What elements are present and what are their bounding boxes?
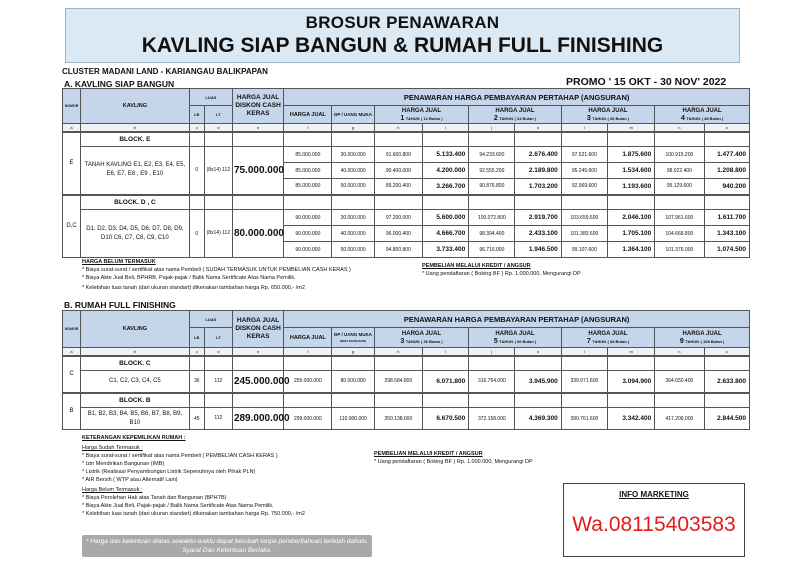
down-payment: 40.000.000	[332, 226, 374, 242]
note-item: * Listrik (Realisasi Penyambungan Listrik Sepenuhnya oleh Pihak PLN)	[82, 469, 256, 475]
column-letter: h	[374, 348, 422, 356]
down-payment: 30.000.000	[332, 147, 374, 163]
empty-cell	[704, 356, 750, 371]
column-letter: o	[704, 348, 750, 356]
cash-price: 289.000.000	[232, 408, 283, 430]
column-letter: f	[284, 348, 332, 356]
monthly-installment: 2.919.700	[515, 210, 561, 226]
belum-title: Harga Belum Termasuk :	[82, 487, 143, 493]
note-item: * Biaya Perolehan Hak atas Tanah dan Bangunan (BPHTB)	[82, 495, 227, 501]
total-price: 90.400.000	[374, 163, 422, 179]
luas-bangunan: 0	[189, 210, 204, 258]
empty-cell	[655, 393, 704, 408]
marketing-box	[563, 483, 745, 557]
column-letter: i	[422, 124, 468, 132]
col-term-3	[374, 328, 469, 348]
col-kavling: KAVLING	[81, 89, 190, 124]
empty-cell	[189, 132, 204, 147]
disclaimer-banner: * Harga dan ketentuan diatas sewaktu-waktu dapat berubah tanpa pemberitahuan terlebih dahulu. Syarat Dan Ketentuan Berlaku.	[82, 535, 372, 557]
note-item: * Biaya surat-surat / sertifikat atas nama Pembeli ( SUDAH TERMASUK UNTUK PEMBELIAN CASH KERAS )	[82, 267, 351, 273]
ket-title: KETERANGAN KEPEMILIKAN RUMAH :	[82, 435, 186, 441]
column-letter: l	[561, 124, 607, 132]
luas-tanah: 112	[204, 371, 232, 393]
down-payment: 110.000.000	[332, 408, 374, 430]
kavling-list: B1, B2, B3, B4, B5, B6, B7, B8, B9, B10	[81, 408, 190, 430]
total-price: 96.716.000	[469, 242, 515, 258]
monthly-installment: 1.193.600	[607, 179, 654, 195]
empty-cell	[422, 195, 468, 210]
block-nomor: E	[63, 132, 81, 195]
monthly-installment: 3.945.900	[515, 371, 561, 393]
term-duration	[470, 338, 560, 346]
column-letter: a	[63, 124, 81, 132]
term-duration	[376, 115, 468, 123]
luas-bangunan: 45	[189, 408, 204, 430]
total-price: 390.761.600	[561, 408, 607, 430]
term-tahun: TAHUN	[592, 338, 606, 344]
column-letter: g	[332, 124, 374, 132]
empty-cell	[655, 132, 704, 147]
harga-jual: 255.000.000	[284, 371, 332, 393]
down-payment: 50.000.000	[332, 179, 374, 195]
monthly-installment: 2.433.100	[515, 226, 561, 242]
empty-cell	[332, 356, 374, 371]
column-letter: k	[515, 124, 561, 132]
empty-cell	[204, 195, 232, 210]
empty-cell	[515, 195, 561, 210]
column-letter: d	[204, 124, 232, 132]
empty-cell	[374, 132, 422, 147]
column-letter: g	[332, 348, 374, 356]
col-luas: LUAS	[189, 311, 232, 328]
term-months: ( 12 Bulan )	[421, 115, 443, 121]
column-letter: c	[189, 124, 204, 132]
total-price: 100.072.800	[469, 210, 515, 226]
col-lt: LT	[204, 106, 232, 124]
term-months: ( 36 Bulan )	[421, 338, 443, 344]
term-duration	[376, 338, 468, 346]
section-b-notes	[82, 434, 382, 518]
col-dp	[332, 106, 374, 124]
col-harga-jual: HARGA JUAL	[284, 106, 332, 124]
col-term-2	[469, 106, 562, 124]
monthly-installment: 1.477.400	[704, 147, 750, 163]
table-row	[63, 210, 750, 226]
luas-tanah: (8x14) 112	[204, 147, 232, 195]
total-price: 94.233.600	[469, 147, 515, 163]
term-tahun: TAHUN	[592, 115, 606, 121]
note-item: * Izin Mendirikan Bangunan (IMB)	[82, 461, 165, 467]
rumah-price-table	[62, 310, 750, 430]
column-letter: b	[81, 124, 190, 132]
section-b-title: B. RUMAH FULL FINISHING	[64, 300, 176, 310]
empty-cell	[655, 195, 704, 210]
total-price: 104.668.800	[655, 226, 704, 242]
monthly-installment: 2.189.800	[515, 163, 561, 179]
section-a-notes	[82, 258, 351, 292]
col-term-9	[655, 328, 750, 348]
monthly-installment: 4.666.700	[422, 226, 468, 242]
block-header-row	[63, 393, 750, 408]
term-harga-label: HARGA JUAL	[588, 330, 628, 337]
total-price: 101.376.000	[655, 242, 704, 258]
term-months: ( 24 Bulan )	[514, 115, 537, 121]
monthly-installment: 1.534.600	[607, 163, 654, 179]
empty-cell	[607, 195, 654, 210]
table-row	[63, 371, 750, 393]
empty-cell	[284, 195, 332, 210]
block-name: BLOCK. D , C	[81, 195, 190, 210]
term-years: 2	[493, 114, 498, 122]
col-penawaran: PENAWARAN HARGA PEMBAYARAN PERTAHAP (ANGSURAN)	[284, 89, 750, 106]
monthly-installment: 5.133.400	[422, 147, 468, 163]
col-term-1	[374, 106, 469, 124]
harga-jual: 90.000.000	[284, 242, 332, 258]
luas-bangunan: 0	[189, 147, 204, 195]
column-letter: m	[607, 124, 654, 132]
cash-price: 245.000.000	[232, 371, 283, 393]
total-price: 364.650.400	[655, 371, 704, 393]
column-letter: m	[607, 348, 654, 356]
down-payment: 40.000.000	[332, 163, 374, 179]
term-harga-label: HARGA JUAL	[401, 107, 442, 114]
total-price: 92.969.600	[561, 179, 607, 195]
down-payment: 50.000.000	[332, 242, 374, 258]
empty-cell	[374, 195, 422, 210]
term-harga-label: HARGA JUAL	[682, 330, 722, 337]
empty-cell	[422, 356, 468, 371]
total-price: 103.659.600	[561, 210, 607, 226]
col-term-3	[561, 106, 655, 124]
term-harga-label: HARGA JUAL	[588, 107, 628, 114]
monthly-installment: 3.094.900	[607, 371, 654, 393]
column-letter: d	[204, 348, 232, 356]
marketing-phone: Wa.08115403583	[572, 513, 736, 536]
column-letter: k	[515, 348, 561, 356]
column-letter: a	[63, 348, 81, 356]
monthly-installment: 1.705.100	[607, 226, 654, 242]
note-item: * Biaya Akte Jual Beli, Pajak-pajak / Balik Nama Sertificate Atas Nama Pemilik.	[82, 503, 274, 509]
term-years: 5	[493, 337, 498, 345]
brochure-title-box	[65, 8, 740, 63]
col-nomor: NOMOR	[63, 89, 81, 124]
dp-label: DP / UANG MUKA	[334, 331, 373, 337]
col-nomor: NOMOR	[63, 311, 81, 348]
empty-cell	[515, 356, 561, 371]
empty-cell	[189, 356, 204, 371]
monthly-installment: 5.600.000	[422, 210, 468, 226]
total-price: 92.555.200	[469, 163, 515, 179]
monthly-installment: 6.670.500	[422, 408, 468, 430]
term-months: ( 108 Bulan )	[700, 338, 725, 344]
empty-cell	[332, 132, 374, 147]
monthly-installment: 3.733.400	[422, 242, 468, 258]
kredit-title: PEMBELIAN MELALUI KREDIT / ANGSUR	[422, 263, 531, 269]
note-item: * Biaya surat-surat / sertifikat atas nama Pembeli ( PEMBELIAN CASH KERAS )	[82, 453, 278, 459]
empty-cell	[189, 195, 204, 210]
cluster-name: CLUSTER MADANI LAND - KARIANGAU BALIKPAPAN	[62, 67, 268, 76]
col-term-4	[655, 106, 750, 124]
empty-cell	[204, 356, 232, 371]
monthly-installment: 4.369.300	[515, 408, 561, 430]
term-years: 1	[400, 114, 405, 122]
empty-cell	[515, 132, 561, 147]
term-years: 7	[586, 337, 591, 345]
col-term-5	[469, 328, 562, 348]
col-harga-jual: HARGA JUAL	[284, 328, 332, 348]
empty-cell	[469, 356, 515, 371]
block-header-row	[63, 356, 750, 371]
column-letter: j	[469, 124, 515, 132]
monthly-installment: 1.208.800	[704, 163, 750, 179]
total-price: 101.383.600	[561, 226, 607, 242]
total-price: 97.200.000	[374, 210, 422, 226]
dp-label: DP / UANG MUKA	[334, 111, 373, 117]
monthly-installment: 1.343.100	[704, 226, 750, 242]
term-years: 9	[679, 337, 684, 345]
empty-cell	[232, 393, 283, 408]
term-tahun: TAHUN	[499, 338, 513, 344]
section-a-title: A. KAVLING SIAP BANGUN	[64, 79, 175, 89]
total-price: 98.022.400	[655, 163, 704, 179]
total-price: 97.521.600	[561, 147, 607, 163]
kavling-list: D1, D2, D3, D4, D5, D6, D7, D8, D9, D10 C6, C7, C8, C9, C10	[81, 210, 190, 258]
total-price: 107.961.600	[655, 210, 704, 226]
sudah-title: Harga Sudah Termasuk :	[82, 445, 143, 451]
empty-cell	[561, 356, 607, 371]
term-months: ( 36 Bulan )	[607, 115, 630, 121]
empty-cell	[232, 356, 283, 371]
harga-jual: 85.000.000	[284, 179, 332, 195]
term-harga-label: HARGA JUAL	[401, 330, 442, 337]
monthly-installment: 4.200.000	[422, 163, 468, 179]
col-lt: LT	[204, 328, 232, 348]
total-price: 350.138.000	[374, 408, 422, 430]
title-line2: KAVLING SIAP BANGUN & RUMAH FULL FINISHING	[141, 34, 664, 57]
empty-cell	[204, 132, 232, 147]
harga-jual: 85.000.000	[284, 163, 332, 179]
term-duration	[470, 115, 560, 123]
term-years: 4	[681, 114, 685, 122]
cash-price: 80.000.000	[232, 210, 283, 258]
block-name: BLOCK. E	[81, 132, 190, 147]
empty-cell	[332, 393, 374, 408]
block-header-row	[63, 195, 750, 210]
empty-cell	[469, 132, 515, 147]
block-name: BLOCK. C	[81, 356, 190, 371]
empty-cell	[189, 393, 204, 408]
empty-cell	[284, 356, 332, 371]
empty-cell	[515, 393, 561, 408]
section-a-kredit	[422, 262, 581, 278]
luas-tanah: (8x14) 112	[204, 210, 232, 258]
empty-cell	[232, 132, 283, 147]
total-price: 95.245.600	[561, 163, 607, 179]
total-price: 339.971.600	[561, 371, 607, 393]
col-luas: LUAS	[189, 89, 232, 106]
term-years: 3	[586, 114, 591, 122]
harga-jual: 85.000.000	[284, 147, 332, 163]
empty-cell	[284, 132, 332, 147]
kavling-list: C1, C2, C3, C4, C5	[81, 371, 190, 393]
total-price: 298.584.800	[374, 371, 422, 393]
column-letter: i	[422, 348, 468, 356]
luas-bangunan: 36	[189, 371, 204, 393]
marketing-label: INFO MARKETING	[619, 490, 689, 499]
table-row	[63, 408, 750, 430]
kredit-item: * Uang pendaftaran ( Boking BF ) Rp. 1.000.000, Mengurangi DP	[422, 271, 581, 277]
term-duration	[656, 338, 748, 346]
total-price: 417.206.000	[655, 408, 704, 430]
term-tahun: TAHUN	[686, 115, 701, 121]
table-row	[63, 147, 750, 163]
cash-price: 75.000.000	[232, 147, 283, 195]
empty-cell	[204, 393, 232, 408]
block-nomor: C	[63, 356, 81, 393]
total-price: 316.754.000	[469, 371, 515, 393]
monthly-installment: 1.946.500	[515, 242, 561, 258]
block-name: BLOCK. B	[81, 393, 190, 408]
monthly-installment: 3.342.400	[607, 408, 654, 430]
empty-cell	[607, 356, 654, 371]
monthly-installment: 2.676.400	[515, 147, 561, 163]
empty-cell	[704, 393, 750, 408]
term-months: ( 60 Bulan )	[514, 338, 537, 344]
column-letter: b	[81, 348, 190, 356]
harga-jual: 90.000.000	[284, 226, 332, 242]
total-price: 100.915.200	[655, 147, 704, 163]
empty-cell	[561, 393, 607, 408]
monthly-installment: 940.200	[704, 179, 750, 195]
column-letter: j	[469, 348, 515, 356]
term-tahun: TAHUN	[499, 115, 513, 121]
total-price: 98.394.400	[469, 226, 515, 242]
empty-cell	[704, 132, 750, 147]
term-duration	[563, 338, 654, 346]
column-letter: n	[655, 348, 704, 356]
empty-cell	[374, 356, 422, 371]
total-price: 94.800.800	[374, 242, 422, 258]
total-price: 89.200.400	[374, 179, 422, 195]
empty-cell	[332, 195, 374, 210]
section-b-kredit	[374, 450, 533, 466]
monthly-installment: 1.703.200	[515, 179, 561, 195]
down-payment: 80.000.000	[332, 371, 374, 393]
total-price: 95.129.600	[655, 179, 704, 195]
down-payment: 30.000.000	[332, 210, 374, 226]
monthly-installment: 2.633.800	[704, 371, 750, 393]
empty-cell	[561, 195, 607, 210]
col-kavling: KAVLING	[81, 311, 190, 348]
column-letter: f	[284, 124, 332, 132]
note-item: * Kelebihan luas tanah (dari ukuran standart) dikenakan tambahan harga Rp. 650.000,- /m2	[82, 285, 305, 291]
monthly-installment: 3.266.700	[422, 179, 468, 195]
column-letter: e	[232, 124, 283, 132]
col-cash: HARGA JUAL DISKON CASH KERAS	[232, 311, 283, 348]
title-line1: BROSUR PENAWARAN	[305, 13, 500, 32]
term-months: ( 84 Bulan )	[607, 338, 630, 344]
term-duration	[563, 115, 654, 123]
empty-cell	[469, 195, 515, 210]
total-price: 91.600.800	[374, 147, 422, 163]
col-lb: LB	[189, 328, 204, 348]
empty-cell	[655, 356, 704, 371]
total-price: 96.000.400	[374, 226, 422, 242]
column-letter: o	[704, 124, 750, 132]
note-item: * Kelebihan luas tanah (dari ukuran standart) dikenakan tambahan harga Rp. 750.000,- /m2	[82, 511, 305, 517]
term-tahun: TAHUN	[685, 338, 700, 344]
block-header-row	[63, 132, 750, 147]
monthly-installment: 2.046.100	[607, 210, 654, 226]
total-price: 90.876.800	[469, 179, 515, 195]
harga-jual: 90.000.000	[284, 210, 332, 226]
monthly-installment: 2.844.500	[704, 408, 750, 430]
empty-cell	[607, 132, 654, 147]
term-duration	[656, 115, 748, 123]
kredit-title: PEMBELIAN MELALUI KREDIT / ANGSUR	[374, 451, 483, 457]
col-cash: HARGA JUAL DISKON CASH KERAS	[232, 89, 283, 124]
promo-period: PROMO ' 15 OKT - 30 NOV' 2022	[566, 76, 727, 88]
empty-cell	[561, 132, 607, 147]
term-months: ( 48 Bulan )	[701, 115, 724, 121]
note-item: * AIR Bersih ( WTP atau Alternatif Lain)	[82, 477, 178, 483]
column-letter: l	[561, 348, 607, 356]
empty-cell	[422, 393, 468, 408]
empty-cell	[422, 132, 468, 147]
column-letter: h	[374, 124, 422, 132]
term-tahun: TAHUN	[405, 115, 420, 121]
empty-cell	[704, 195, 750, 210]
notes-title: HARGA BELUM TERMASUK	[82, 259, 156, 265]
empty-cell	[374, 393, 422, 408]
harga-jual: 299.000.000	[284, 408, 332, 430]
block-nomor: B	[63, 393, 81, 430]
dp-sub: (BISA DIANGSUR)	[340, 338, 367, 343]
empty-cell	[469, 393, 515, 408]
block-nomor: D,C	[63, 195, 81, 258]
term-tahun: TAHUN	[405, 338, 420, 344]
term-harga-label: HARGA JUAL	[495, 330, 535, 337]
col-term-7	[561, 328, 655, 348]
term-harga-label: HARGA JUAL	[495, 107, 535, 114]
monthly-installment: 1.611.700	[704, 210, 750, 226]
monthly-installment: 1.875.600	[607, 147, 654, 163]
empty-cell	[284, 393, 332, 408]
column-letter: e	[232, 348, 283, 356]
total-price: 99.107.600	[561, 242, 607, 258]
column-letter: c	[189, 348, 204, 356]
monthly-installment: 6.071.800	[422, 371, 468, 393]
luas-tanah: 112	[204, 408, 232, 430]
monthly-installment: 1.364.100	[607, 242, 654, 258]
term-harga-label: HARGA JUAL	[682, 107, 722, 114]
kavling-price-table	[62, 88, 750, 258]
empty-cell	[232, 195, 283, 210]
monthly-installment: 1.074.500	[704, 242, 750, 258]
term-years: 3	[400, 337, 405, 345]
col-dp	[332, 328, 374, 348]
kredit-item: * Uang pendaftaran ( Boking BF ) Rp. 1.000.000, Mengurangi DP	[374, 459, 533, 465]
column-letter: n	[655, 124, 704, 132]
empty-cell	[607, 393, 654, 408]
kavling-list: TANAH KAVLING E1, E2, E3, E4, E5, E6, E7, E8 , E9 , E10	[81, 147, 190, 195]
col-penawaran: PENAWARAN HARGA PEMBAYARAN PERTAHAP (ANGSURAN)	[284, 311, 750, 328]
total-price: 372.158.000	[469, 408, 515, 430]
col-lb: LB	[189, 106, 204, 124]
note-item: * Biaya Akte Jual Beli, BPHRB, Pajak-pajak / Balik Nama Sertificate Atas Nama Pemilik.	[82, 275, 296, 281]
